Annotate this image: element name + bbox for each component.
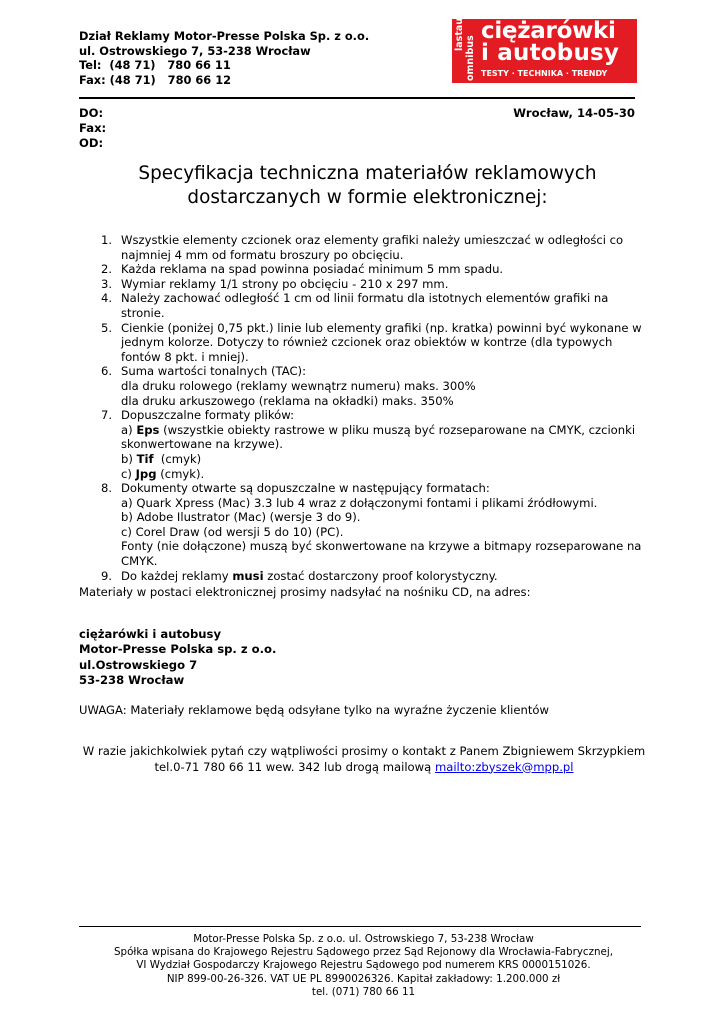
footer-line: VI Wydział Gospodarczy Krajowego Rejestru Sądowego pod numerem KRS 0000151026. (136, 959, 591, 972)
tac-rolowy: dla druku rolowego (reklamy wewnątrz numeru) maks. 300% (121, 378, 476, 393)
header-divider (79, 97, 635, 99)
open-format-fonts-note: Fonty (nie dołączone) muszą być skonwertowane na krzywe a bitmapy rozseparowane na CMYK. (121, 539, 642, 569)
title-line1: Specyfikacja techniczna materiałów reklamowych (138, 163, 597, 184)
footer-divider (79, 926, 641, 927)
document-date: Wrocław, 14-05-30 (513, 106, 635, 120)
address-line: ul.Ostrowskiego 7 (79, 657, 198, 672)
recipient-block (79, 106, 106, 151)
footer-line: NIP 899-00-26-326. VAT UE PL 8990026326. Kapitał zakładowy: 1.200.000 zł (166, 972, 561, 985)
open-format-illustrator: b) Adobe Ilustrator (Mac) (wersje 3 do 9). (121, 510, 361, 525)
delivery-address (79, 627, 276, 688)
tac-arkuszowy: dla druku arkuszowego (reklama na okładki) maks. 350% (121, 393, 454, 408)
sender-company: Dział Reklamy Motor-Presse Polska Sp. z o.o. (79, 29, 370, 43)
list-item: 9. Do każdej reklamy musi zostać dostarczony proof kolorystyczny. (100, 568, 498, 583)
recipient-fax: Fax: (79, 121, 107, 135)
warning-note: UWAGA: Materiały reklamowe będą odsyłane tylko na wyraźne życzenie klientów (79, 703, 549, 717)
footer-line: Motor-Presse Polska Sp. z o.o. ul. Ostrowskiego 7, 53-238 Wrocław (193, 933, 534, 945)
company-footer (79, 933, 648, 999)
list-item: 6. Suma wartości tonalnych (TAC): dla druku rolowego (reklamy wewnątrz numeru) maks. 300% dla druku arkuszowego (reklama na okładki) maks. 350% (94, 364, 654, 408)
list-item: 2. Każda reklama na spad powinna posiadać minimum 5 mm spadu. (100, 262, 504, 277)
list-item: 1. Wszystkie elementy czcionek oraz elementy grafiki należy umieszczać w odległości co najmniej 4 mm od formatu broszury po obcięciu. (100, 233, 624, 262)
open-format-quark: a) Quark Xpress (Mac) 3.3 lub 4 wraz z dołączonymi fontami i plikami źródłowymi. (121, 495, 598, 510)
logo-side-text (454, 6, 478, 81)
list-item: 8. Dokumenty otwarte są dopuszczalne w następujący formatach: a) Quark Xpress (Mac) 3.3 lub 4 wraz z dołączonymi fontami i plikami źródłowymi. b) Adobe Ilustrator (Mac) (wersje 3 do 9). c) Corel Draw (od wersji 5 do 10) (PC). Fonty (nie dołączone) muszą być skonwertowane na krzywe a bitmapy rozseparowane na CMYK. (94, 481, 654, 569)
footer-line: Spółka wpisana do Krajowego Rejestru Sądowego przez Sąd Rejonowy dla Wrocławia-Fabrycznej, (114, 946, 613, 959)
logo-line2: i autobusy (481, 40, 620, 66)
logo-side-bottom: omnibus (465, 35, 476, 81)
email-link[interactable]: mailto:zbyszek@mpp.pl (434, 759, 574, 774)
sender-fax: Fax: (48 71) 780 66 12 (79, 72, 232, 87)
open-format-corel: c) Corel Draw (od wersji 5 do 10) (PC). (121, 524, 344, 539)
format-jpg: c) Jpg (cmyk). (121, 466, 205, 481)
address-line: ciężarówki i autobusy (79, 627, 222, 641)
format-tif: b) Tif (cmyk) (121, 451, 202, 466)
address-line: 53-238 Wrocław (79, 672, 185, 687)
list-item: 4. Należy zachować odległość 1 cm od linii formatu dla istotnych elementów grafiki na stronie. (100, 291, 609, 320)
materials-note: Materiały w postaci elektronicznej prosimy nadsyłać na nośniku CD, na adres: (79, 585, 531, 599)
footer-line: tel. (071) 780 66 11 (311, 985, 416, 998)
address-line: Motor-Presse Polska sp. z o.o. (79, 642, 277, 657)
magazine-logo (452, 6, 637, 83)
list-item: 7. Dopuszczalne formaty plików: a) Eps (wszystkie obiekty rastrowe w pliku muszą być rozseparowane na CMYK, czcionki skonwertowane na krzywe). b) Tif (cmyk) c) Jpg (cmyk). (94, 408, 654, 481)
logo-line1: ciężarówki (481, 18, 616, 44)
recipient-do: DO: (79, 106, 104, 120)
sender-tel: Tel: (48 71) 780 66 11 (79, 58, 231, 72)
recipient-od: OD: (79, 136, 104, 150)
title-line2: dostarczanych w formie elektronicznej: (187, 187, 548, 208)
list-item: 3. Wymiar reklamy 1/1 strony po obcięciu - 210 x 297 mm. (100, 276, 449, 291)
list-item: 5. Cienkie (poniżej 0,75 pkt.) linie lub elementy grafiki (np. kratka) powinni być wykonane w jednym kolorze. Dotyczy to również czcionek oraz obiektów w kontrze (dla typowych fontów 8 pkt. i mniej). (100, 320, 642, 364)
document-title (79, 162, 656, 210)
sender-header (79, 29, 369, 87)
logo-side-top: lastauto (454, 6, 465, 51)
contact-line2: tel.0-71 780 66 11 wew. 342 lub drogą mailową mailto:zbyszek@mpp.pl (154, 759, 574, 774)
format-eps: a) Eps (wszystkie obiekty rastrowe w pliku muszą być rozseparowane na CMYK, czcionki skonwertowane na krzywe). (121, 422, 636, 452)
specification-list (94, 233, 654, 583)
contact-line1: W razie jakichkolwiek pytań czy wątpliwości prosimy o kontakt z Panem Zbigniewem Skrzypkiem (82, 744, 646, 758)
sender-address: ul. Ostrowskiego 7, 53-238 Wrocław (79, 43, 311, 58)
logo-strip: TESTY · TECHNIKA · TRENDY (481, 69, 608, 78)
contact-block (79, 744, 649, 775)
